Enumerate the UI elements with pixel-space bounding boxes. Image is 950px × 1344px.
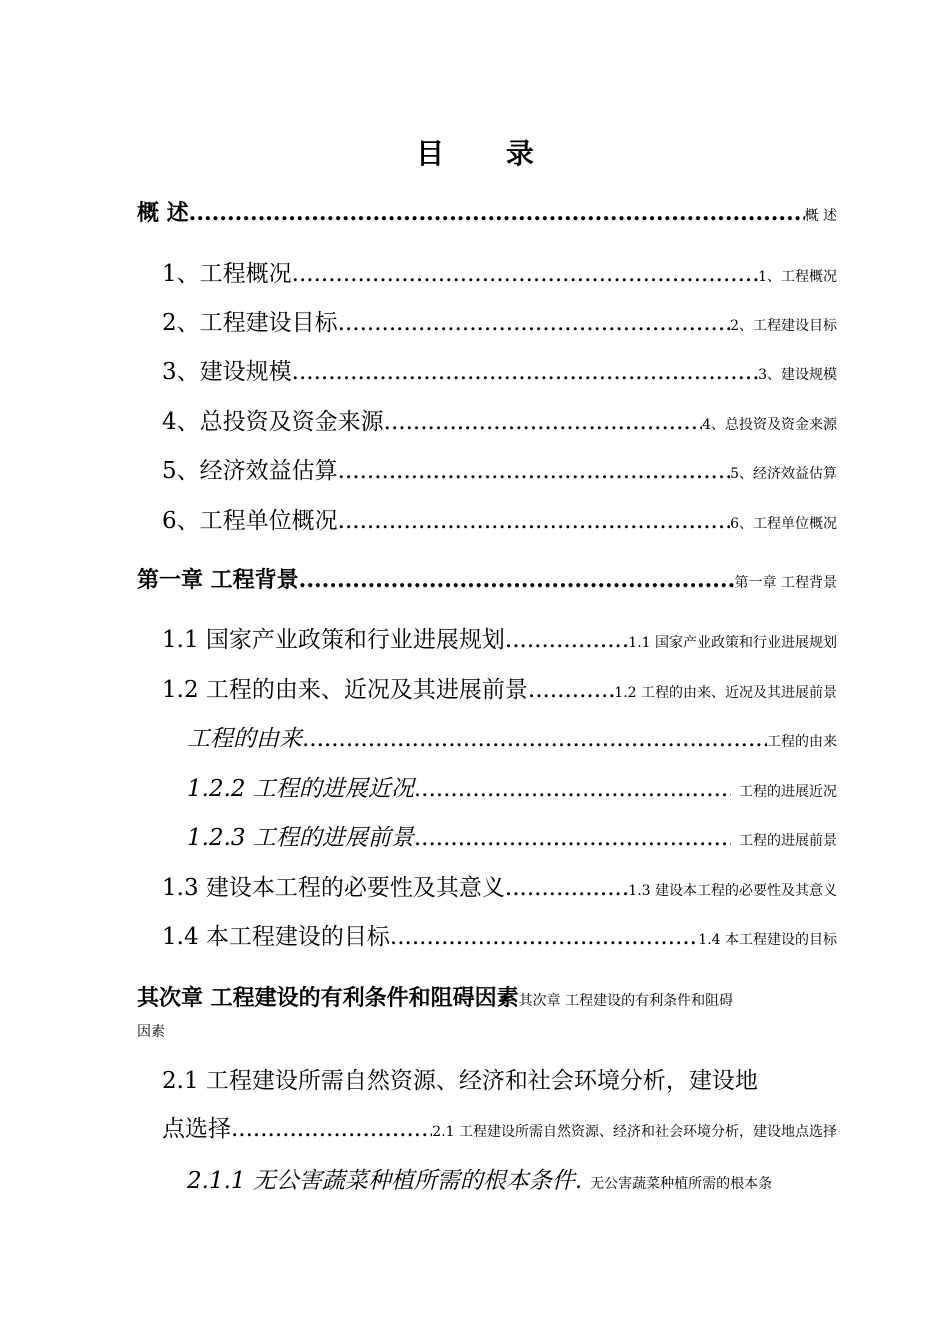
toc-leader-dots bbox=[338, 458, 730, 484]
toc-entry-label: 5、经济效益估算 bbox=[162, 458, 338, 484]
toc-entry[interactable] bbox=[162, 1110, 837, 1143]
toc-entry-label: 3、建设规模 bbox=[162, 359, 292, 385]
toc-entry-overview[interactable] bbox=[137, 196, 837, 227]
toc-entry[interactable] bbox=[162, 502, 837, 535]
toc-entry-label: 概 述 bbox=[137, 200, 189, 226]
toc-entry[interactable] bbox=[162, 452, 837, 485]
toc-entry-page: 无公害蔬菜种植所需的根本条 bbox=[590, 1176, 773, 1192]
toc-entry-label: 工程的由来 bbox=[187, 726, 302, 752]
toc-leader-dots bbox=[231, 1116, 432, 1142]
toc-entry[interactable] bbox=[162, 671, 837, 704]
toc-leader-dots bbox=[338, 310, 730, 336]
toc-entry-page: 工程的进展前景 bbox=[739, 833, 837, 849]
toc-entry-page: 1.3 建设本工程的必要性及其意义 bbox=[628, 883, 837, 899]
toc-entry-page: 2.1 工程建设所需自然资源、经济和社会环境分析，建设地点选择 bbox=[432, 1124, 837, 1140]
toc-entry-page: 5、经济效益估算 bbox=[730, 466, 837, 482]
toc-entry-page: 1.2 工程的由来、近况及其进展前景 bbox=[614, 685, 837, 701]
toc-entry-label: 1.1 国家产业政策和行业进展规划 bbox=[162, 627, 505, 653]
toc-entry-label: 1.4 本工程建设的目标 bbox=[162, 924, 390, 950]
toc-entry-label: 1.2.2 工程的进展近况 bbox=[187, 776, 414, 802]
toc-leader-dots bbox=[414, 776, 731, 802]
toc-entry-label: 点选择 bbox=[162, 1116, 231, 1142]
toc-entry-page: 4、总投资及资金来源 bbox=[702, 417, 837, 433]
toc-entry-label: 1、工程概况 bbox=[162, 261, 292, 287]
toc-entry-page: 工程的进展近况 bbox=[739, 784, 837, 800]
toc-entry[interactable] bbox=[162, 621, 837, 654]
toc-leader-dots bbox=[414, 825, 731, 851]
toc-leader-dots bbox=[299, 567, 735, 593]
toc-entry-page: 工程的由来 bbox=[767, 734, 837, 750]
toc-leader-dots bbox=[292, 261, 758, 287]
toc-leader-dots bbox=[302, 726, 767, 752]
toc-entry-label: 4、总投资及资金来源 bbox=[162, 409, 384, 435]
toc-entry[interactable] bbox=[162, 255, 837, 288]
toc-entry-label: 2、工程建设目标 bbox=[162, 310, 338, 336]
toc-entry-label: 其次章 工程建设的有利条件和阻碍因素 bbox=[137, 985, 519, 1011]
toc-entry-page: 其次章 工程建设的有利条件和阻碍 bbox=[518, 993, 734, 1009]
toc-entry-page: 3、建设规模 bbox=[758, 367, 837, 383]
toc-entry-page: 2、工程建设目标 bbox=[730, 318, 837, 334]
toc-entry-page: 概 述 bbox=[804, 208, 837, 224]
toc-entry-page: 1、工程概况 bbox=[758, 269, 837, 285]
toc-entry-label: 1.2 工程的由来、近况及其进展前景 bbox=[162, 677, 528, 703]
toc-entry-sub[interactable] bbox=[187, 1162, 837, 1195]
toc-entry[interactable] bbox=[162, 403, 837, 436]
toc-entry-label: 第一章 工程背景 bbox=[137, 567, 299, 593]
toc-entry-label-line1[interactable]: 2.1 工程建设所需自然资源、经济和社会环境分析，建设地 bbox=[162, 1068, 758, 1094]
toc-entry-sub[interactable] bbox=[187, 770, 837, 803]
toc-entry-page: 6、工程单位概况 bbox=[730, 516, 837, 532]
toc-leader-dots bbox=[528, 677, 614, 703]
toc-entry-sub[interactable] bbox=[187, 819, 837, 852]
toc-leader-dots bbox=[505, 627, 628, 653]
toc-leader-dots bbox=[338, 508, 730, 534]
toc-leader-dots bbox=[390, 924, 698, 950]
toc-leader-dots bbox=[505, 875, 628, 901]
toc-entry-label: 2.1.1 无公害蔬菜种植所需的根本条件 bbox=[187, 1168, 575, 1194]
toc-entry-chapter-2[interactable] bbox=[137, 981, 837, 1012]
toc-leader-dots bbox=[189, 200, 805, 226]
toc-leader-dots bbox=[292, 359, 758, 385]
toc-entry-page-continuation: 因素 bbox=[137, 1024, 165, 1040]
toc-entry-page: 1.1 国家产业政策和行业进展规划 bbox=[628, 635, 837, 651]
toc-entry-chapter-1[interactable] bbox=[137, 563, 837, 594]
toc-entry-page: 第一章 工程背景 bbox=[734, 575, 837, 591]
toc-entry-label: 6、工程单位概况 bbox=[162, 508, 338, 534]
toc-title: 目 录 bbox=[416, 137, 560, 170]
toc-entry-label: 1.3 建设本工程的必要性及其意义 bbox=[162, 875, 505, 901]
toc-entry-page: 1.4 本工程建设的目标 bbox=[698, 932, 837, 948]
toc-leader-dots bbox=[384, 409, 702, 435]
toc-entry[interactable] bbox=[162, 869, 837, 902]
toc-entry-label: 1.2.3 工程的进展前景 bbox=[187, 825, 414, 851]
toc-leader-dot: . bbox=[574, 1168, 583, 1194]
toc-entry[interactable] bbox=[162, 918, 837, 951]
toc-entry[interactable] bbox=[162, 353, 837, 386]
toc-entry-sub[interactable] bbox=[187, 720, 837, 753]
toc-entry[interactable] bbox=[162, 304, 837, 337]
